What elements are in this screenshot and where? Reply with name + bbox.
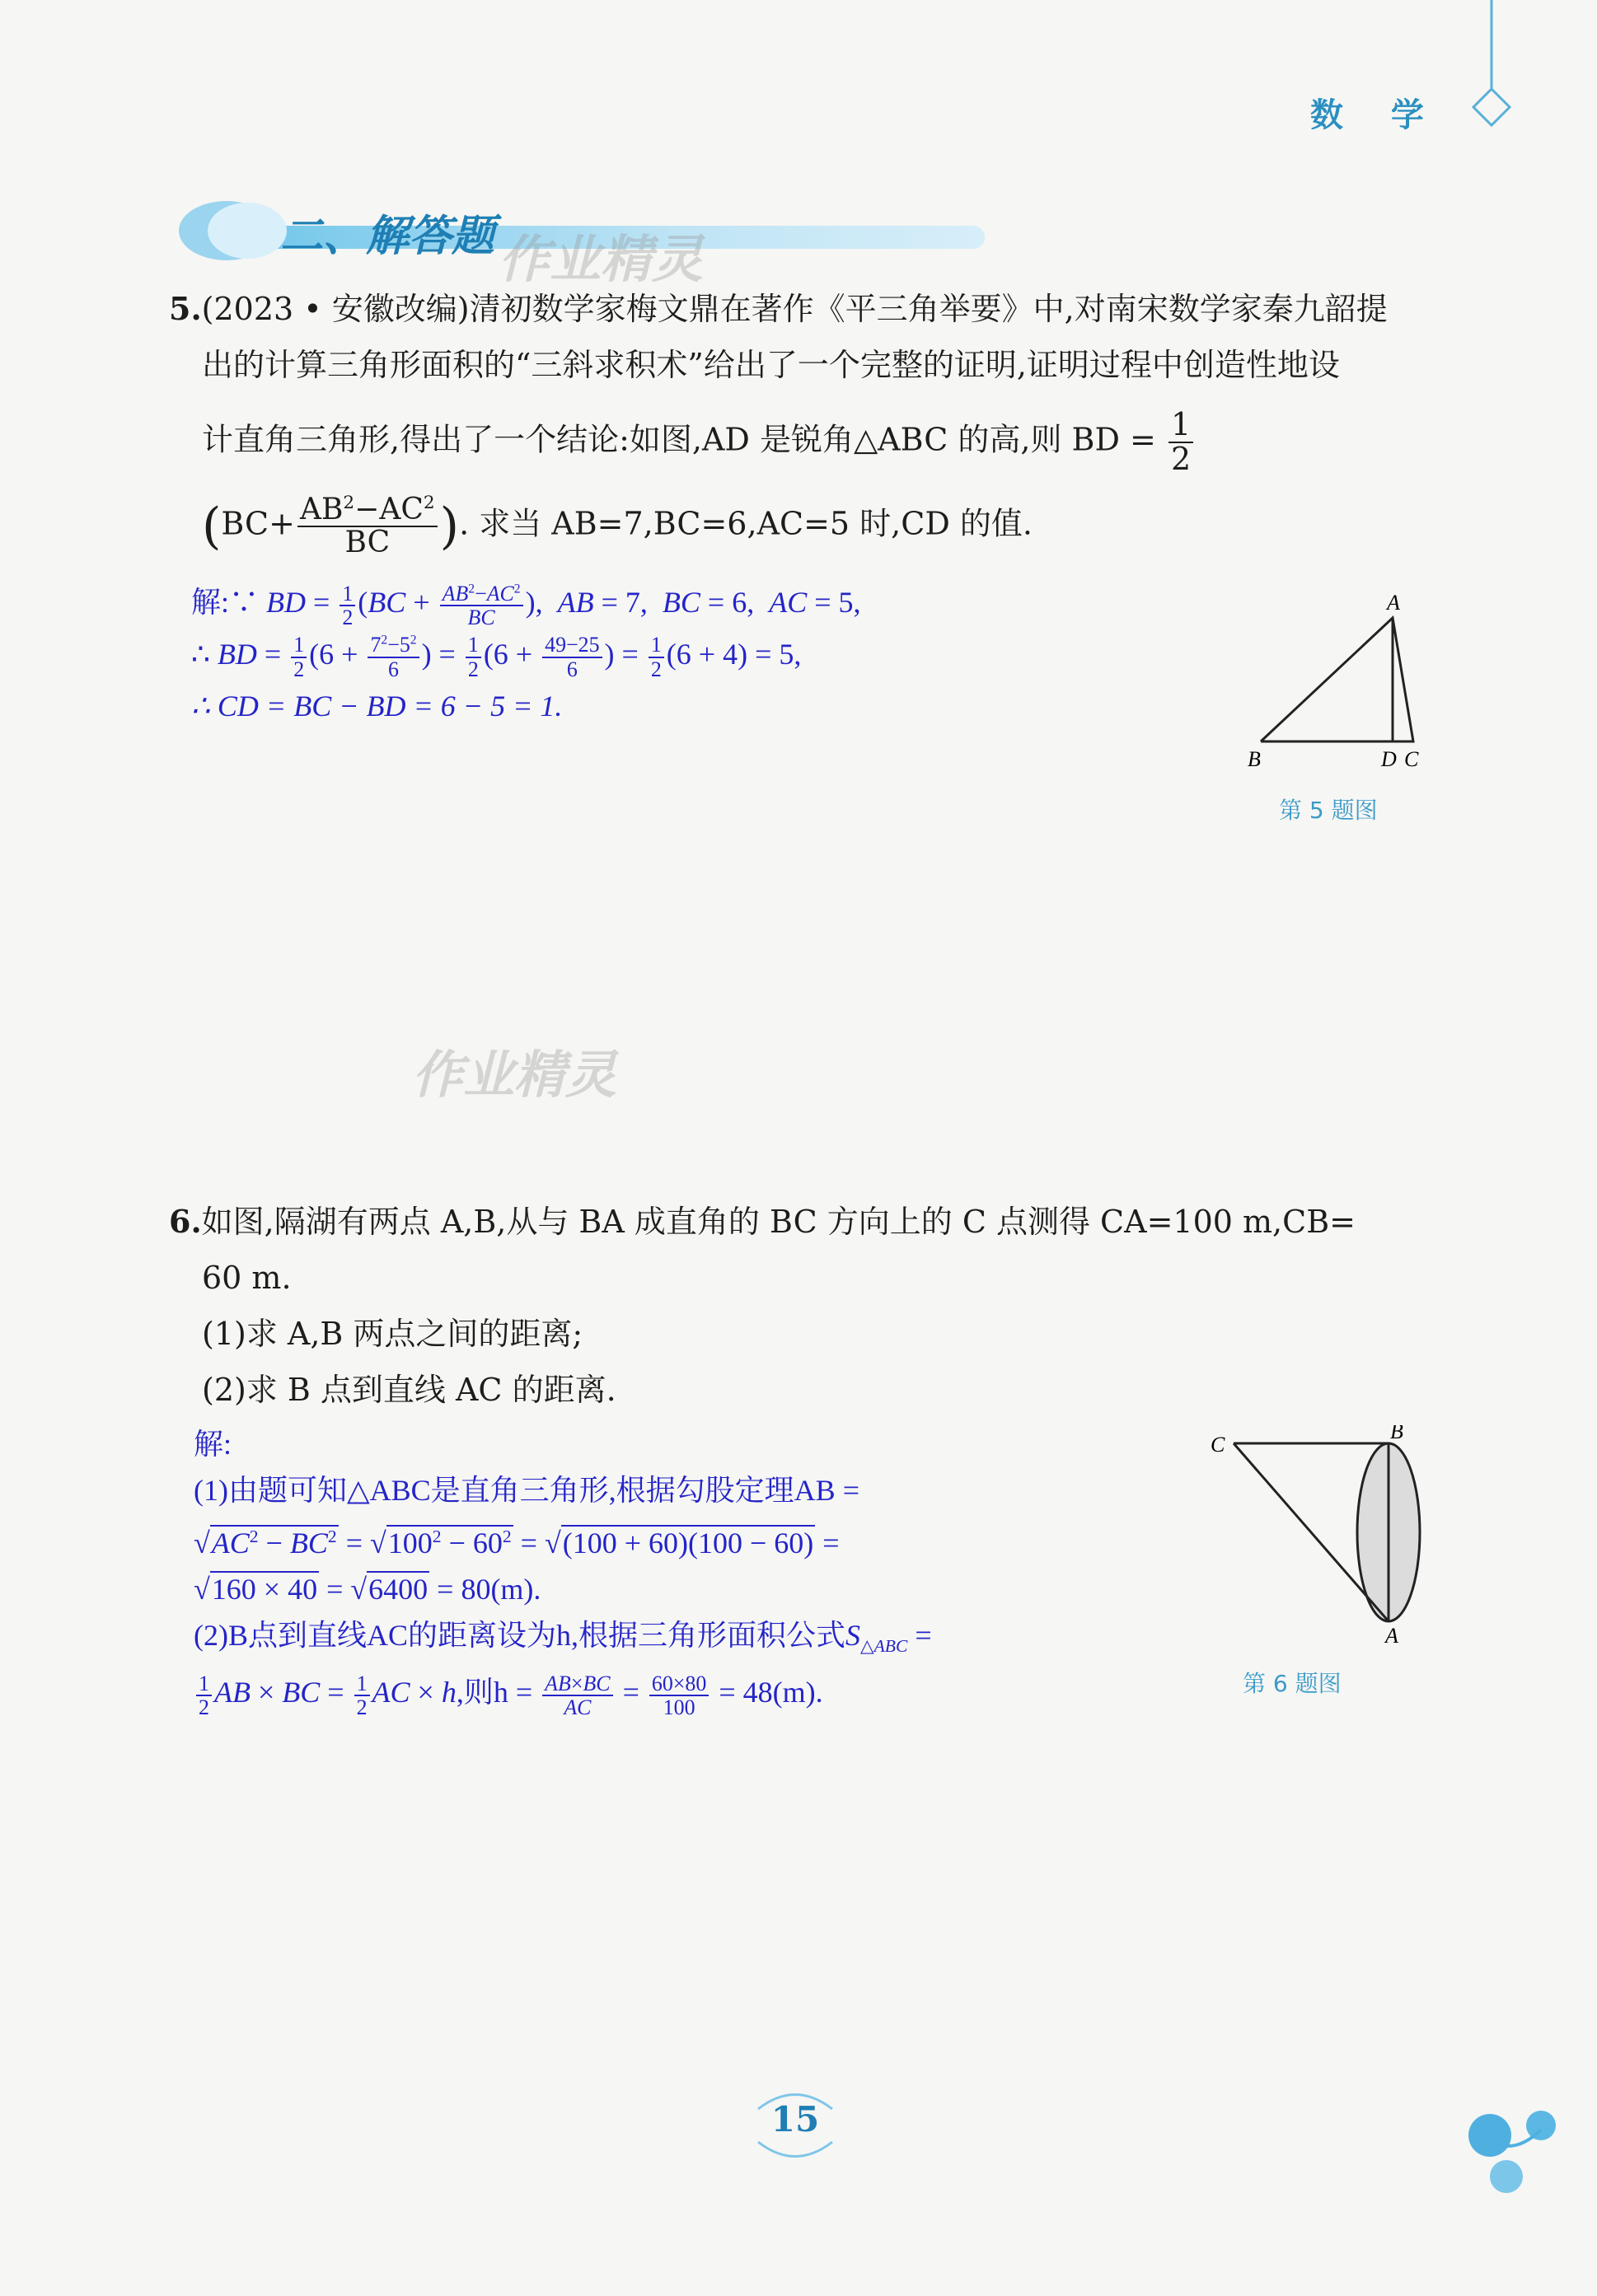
q5-answer-line1: 解:∵ BD = $\frac{1}{2}$ (BC + $\frac{AB^2-AC^2}{BC}$ ), AB = 7, BC = 6, AC = 5, xyxy=(191,581,861,629)
q5-line2: 出的计算三角形面积的“三斜求积术”给出了一个完整的证明,证明过程中创造性地设 xyxy=(202,347,1340,383)
q5-figure-caption: 第 5 题图 xyxy=(1279,797,1378,824)
corner-decoration xyxy=(1459,0,1549,140)
q6-answer-line3: √160 × 40 = √6400 = 80(m). xyxy=(194,1573,541,1606)
q6-answer-line5: $\frac{1}{2}$ AB × BC = $\frac{1}{2}$ AC × h,则h = $\frac{AB\times BC}{AC}$ = $\frac{60\times 80}{100}$ = 48(m). xyxy=(194,1669,1100,1718)
q6-part2: (2)求 B 点到直线 AC 的距离. xyxy=(202,1372,616,1408)
subject-header: 数 学 xyxy=(1310,96,1442,134)
q6-label-c: C xyxy=(1211,1433,1225,1457)
q5-answer xyxy=(191,577,1098,732)
q6-lake-figure xyxy=(1199,1425,1446,1648)
watermark-top: 作业精灵 xyxy=(499,229,704,289)
q6-answer-line1: (1)由题可知△ABC是直角三角形,根据勾股定理AB = xyxy=(194,1474,859,1507)
q5-source: (2023 • 安徽改编) xyxy=(201,291,470,327)
q6-answer-line4: (2)B点到直线AC的距离设为h,根据三角形面积公式$S_{\triangle ABC}$ = xyxy=(194,1619,932,1657)
q5-number: 5. xyxy=(169,290,202,327)
q6-text-1: 如图,隔湖有两点 A,B,从与 BA 成直角的 BC 方向上的 C 点测得 CA=100 m,CB= xyxy=(201,1204,1356,1240)
q6-number: 6. xyxy=(169,1203,202,1240)
q5-formula-fraction: $\frac{AB^2-AC^2}{BC}$ xyxy=(297,494,438,559)
q5-label-c: C xyxy=(1404,747,1419,771)
q5-line4: (BC+ $\frac{AB^2-AC^2}{BC}$ ). 求当 AB=7,BC=6,AC=5 时,CD 的值. xyxy=(202,493,1033,559)
q5-line1 xyxy=(169,280,1430,338)
q6-label-a: A xyxy=(1385,1624,1398,1648)
q6-label-b: B xyxy=(1390,1425,1403,1443)
q6-line1 xyxy=(169,1193,1438,1251)
q5-answer-line2: ∴ BD = $\frac{1}{2}$ (6 + $\frac{7^2-5^2}{6}$ ) = $\frac{1}{2}$ (6 + $\frac{49-25}{6}$ ) = $\frac{1}{2}$ (6 + 4) = 5, xyxy=(191,633,802,681)
q5-text-1: 清初数学家梅文鼎在著作《平三角举要》中,对南宋数学家秦九韶提 xyxy=(469,291,1388,327)
section-title: 二、解答题 xyxy=(280,211,495,261)
q6-answer xyxy=(194,1421,1100,1718)
q6-figure-caption: 第 6 题图 xyxy=(1243,1670,1342,1697)
q5-triangle-figure xyxy=(1236,593,1450,774)
corner-bubbles xyxy=(1459,2093,1582,2200)
q6-answer-line2: $√AC^2 - BC^2 = √100^2 - 60^2 = √(100 + 60)(100 - 60)$ = xyxy=(194,1527,840,1560)
q5-answer-line3: ∴ CD = BC − BD = 6 − 5 = 1. xyxy=(191,689,563,722)
q5-label-d: D xyxy=(1381,747,1397,771)
q5-line3 xyxy=(202,406,1438,477)
q5-label-b: B xyxy=(1248,747,1261,771)
q5-text-3: 计直角三角形,得出了一个结论:如图,AD 是锐角△ABC 的高,则 BD = xyxy=(202,421,1156,458)
q6-line2: 60 m. xyxy=(202,1260,292,1296)
page-number: 15 xyxy=(770,2099,820,2139)
q6-part1: (1)求 A,B 两点之间的距离; xyxy=(202,1316,583,1352)
q5-half-fraction: $\frac{1}{2}$ xyxy=(1168,409,1193,476)
q6-answer-label: 解: xyxy=(194,1428,232,1461)
q5-label-a: A xyxy=(1387,593,1400,615)
q5-text-4: . 求当 AB=7,BC=6,AC=5 时,CD 的值. xyxy=(459,505,1033,542)
watermark-middle: 作业精灵 xyxy=(412,1045,617,1105)
